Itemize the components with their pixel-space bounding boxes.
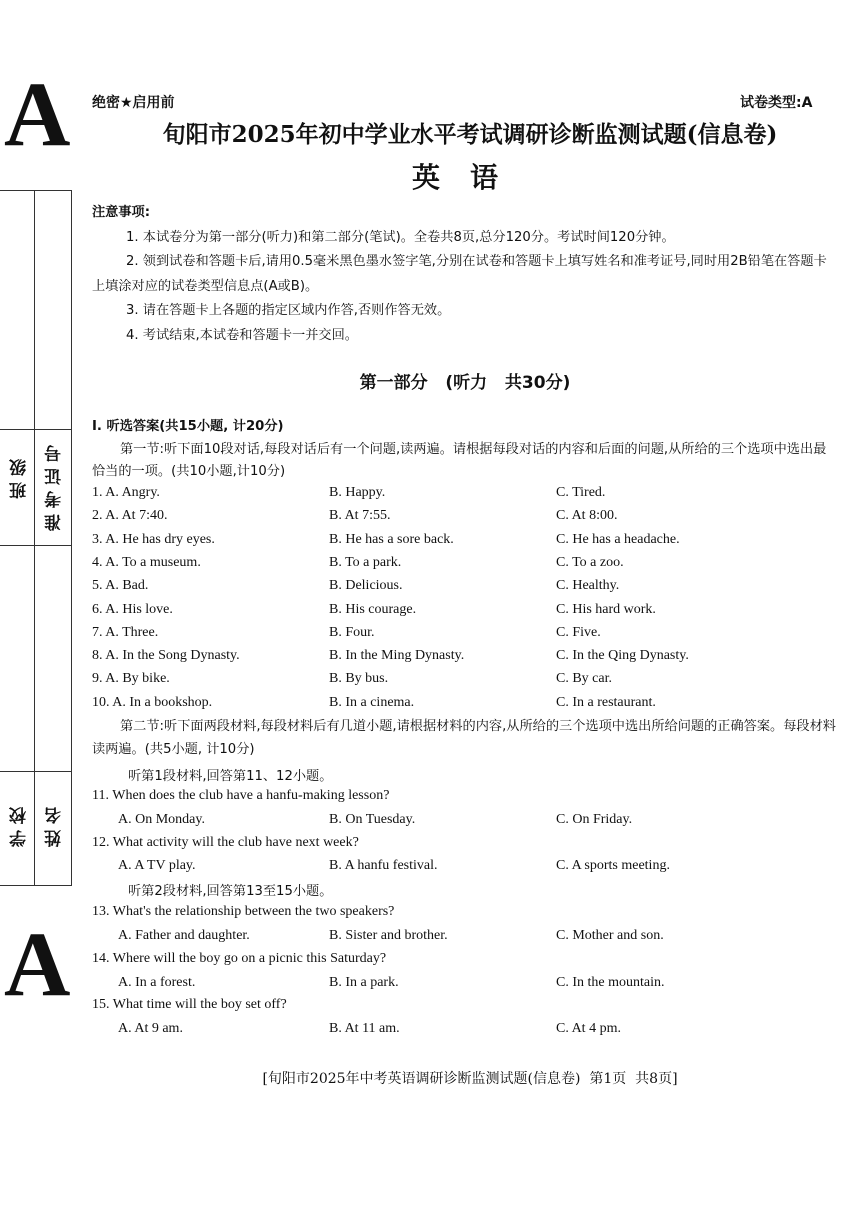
question-12-options xyxy=(92,858,838,881)
option-c: C. By car. xyxy=(556,671,612,687)
option-a: 4. A. To a museum. xyxy=(92,554,201,570)
section-one-title: Ⅰ. 听选答案(共15小题, 计20分) xyxy=(92,419,284,434)
option-c: C. At 4 pm. xyxy=(556,1021,621,1036)
question-row xyxy=(92,508,838,531)
option-b: B. On Tuesday. xyxy=(329,812,416,827)
option-a: 9. A. By bike. xyxy=(92,671,170,687)
question-14-stem: 14. Where will the boy go on a picnic this Saturday? xyxy=(92,951,387,966)
name-label: 姓名 xyxy=(45,801,65,847)
option-a: 8. A. In the Song Dynasty. xyxy=(92,648,240,664)
subsection-two-instructions: 第二节:听下面两段材料,每段材料后有几道小题,请根据材料的内容,从所给的三个选项中选出所给问题的正确答案。每段材料读两遍。(共5小题, 计10分) xyxy=(92,719,836,757)
option-c: C. On Friday. xyxy=(556,812,633,827)
question-15-options xyxy=(92,1021,838,1044)
option-a: 6. A. His love. xyxy=(92,601,173,617)
option-a: 3. A. He has dry eyes. xyxy=(92,531,215,547)
option-c: C. His hard work. xyxy=(556,601,656,617)
option-b: B. His courage. xyxy=(329,601,417,617)
option-c: C. A sports meeting. xyxy=(556,858,670,873)
option-a: A. Father and daughter. xyxy=(118,928,250,943)
option-b: B. Happy. xyxy=(329,485,386,500)
option-c: C. In a restaurant. xyxy=(556,694,656,710)
option-b: B. To a park. xyxy=(329,554,402,570)
option-b: B. He has a sore back. xyxy=(329,531,454,547)
section-one xyxy=(92,416,838,484)
option-a: A. A TV play. xyxy=(118,858,196,873)
option-a: A. At 9 am. xyxy=(118,1021,183,1036)
instructions-heading: 注意事项: xyxy=(92,205,151,220)
option-a: 2. A. At 7:40. xyxy=(92,508,168,524)
option-b: B. At 7:55. xyxy=(329,508,391,524)
material-one-label: 听第1段材料,回答第11、12小题。 xyxy=(128,769,333,784)
option-a: A. On Monday. xyxy=(118,812,205,827)
option-b: B. In a park. xyxy=(329,975,399,990)
option-b: B. A hanfu festival. xyxy=(329,858,438,873)
question-row xyxy=(92,555,838,578)
question-14-options xyxy=(92,975,838,998)
question-11-options xyxy=(92,812,838,835)
paper-type: 试卷类型:A xyxy=(740,95,813,111)
option-c: C. Five. xyxy=(556,624,601,640)
instruction-item: 3. 请在答题卡上各题的指定区域内作答,否则作答无效。 xyxy=(126,303,451,318)
option-b: B. Delicious. xyxy=(329,578,403,594)
option-c: C. To a zoo. xyxy=(556,554,624,570)
option-a: A. In a forest. xyxy=(118,975,196,990)
option-b: B. By bus. xyxy=(329,671,389,687)
question-15-stem: 15. What time will the boy set off? xyxy=(92,997,287,1012)
option-a: 10. A. In a bookshop. xyxy=(92,694,213,710)
exam-number-label: 准考证号 xyxy=(45,439,65,531)
instruction-item: 2. 领到试卷和答题卡后,请用0.5毫米黑色墨水签字笔,分别在试卷和答题卡上填写姓名和准考证号,同时用2B铅笔在答题卡上填涂对应的试卷类型信息点(A或B)。 xyxy=(92,254,827,294)
question-13-stem: 13. What's the relationship between the two speakers? xyxy=(92,904,395,919)
instruction-item: 4. 考试结束,本试卷和答题卡一并交回。 xyxy=(126,327,358,343)
option-a: 7. A. Three. xyxy=(92,624,159,640)
option-c: C. In the Qing Dynasty. xyxy=(556,648,689,664)
option-a: 1. A. Angry. xyxy=(92,485,160,500)
option-b: B. In a cinema. xyxy=(329,694,415,710)
paper-type-letter-bottom: A xyxy=(4,913,71,1015)
option-c: C. In the mountain. xyxy=(556,975,665,990)
instruction-item: 1. 本试卷分为第一部分(听力)和第二部分(笔试)。全卷共8页,总分120分。考试时间120分钟。 xyxy=(126,229,675,245)
part-one-title: 第一部分 (听力 共30分) xyxy=(359,373,571,393)
option-c: C. Mother and son. xyxy=(556,928,664,943)
option-c: C. Healthy. xyxy=(556,578,620,594)
question-11-stem: 11. When does the club have a hanfu-making lesson? xyxy=(92,788,390,803)
candidate-info-box xyxy=(0,190,72,886)
material-two-label: 听第2段材料,回答第13至15小题。 xyxy=(128,884,333,899)
question-12-stem: 12. What activity will the club have next week? xyxy=(92,835,359,850)
question-row xyxy=(92,648,838,671)
option-a: 5. A. Bad. xyxy=(92,578,149,594)
option-c: C. He has a headache. xyxy=(556,531,680,547)
option-c: C. Tired. xyxy=(556,485,606,500)
option-c: C. At 8:00. xyxy=(556,508,618,524)
question-13-options xyxy=(92,928,838,951)
question-row xyxy=(92,485,838,508)
option-b: B. Sister and brother. xyxy=(329,928,448,943)
option-b: B. In the Ming Dynasty. xyxy=(329,648,465,664)
question-row xyxy=(92,532,838,555)
paper-type-letter-top: A xyxy=(4,63,71,165)
question-row xyxy=(92,625,838,648)
question-row xyxy=(92,695,838,718)
option-b: B. At 11 am. xyxy=(329,1021,400,1036)
class-label: 班级 xyxy=(10,453,30,499)
subject-title: 英语 xyxy=(411,161,528,194)
school-label: 学校 xyxy=(10,801,30,847)
question-row xyxy=(92,602,838,625)
question-row xyxy=(92,578,838,601)
subsection-one-instructions: 第一节:听下面10段对话,每段对话后有一个问题,读两遍。请根据每段对话的内容和后面的问题,从所给的三个选项中选出最恰当的一项。(共10小题,计10分) xyxy=(92,441,827,479)
page-footer: [旬阳市2025年中考英语调研诊断监测试题(信息卷) 第1页 共8页] xyxy=(262,1071,678,1087)
confidential-mark: 绝密★启用前 xyxy=(92,95,175,111)
question-row xyxy=(92,671,838,694)
exam-title: 旬阳市2025年初中学业水平考试调研诊断监测试题(信息卷) xyxy=(162,121,778,148)
option-b: B. Four. xyxy=(329,624,375,640)
instructions xyxy=(92,201,838,348)
